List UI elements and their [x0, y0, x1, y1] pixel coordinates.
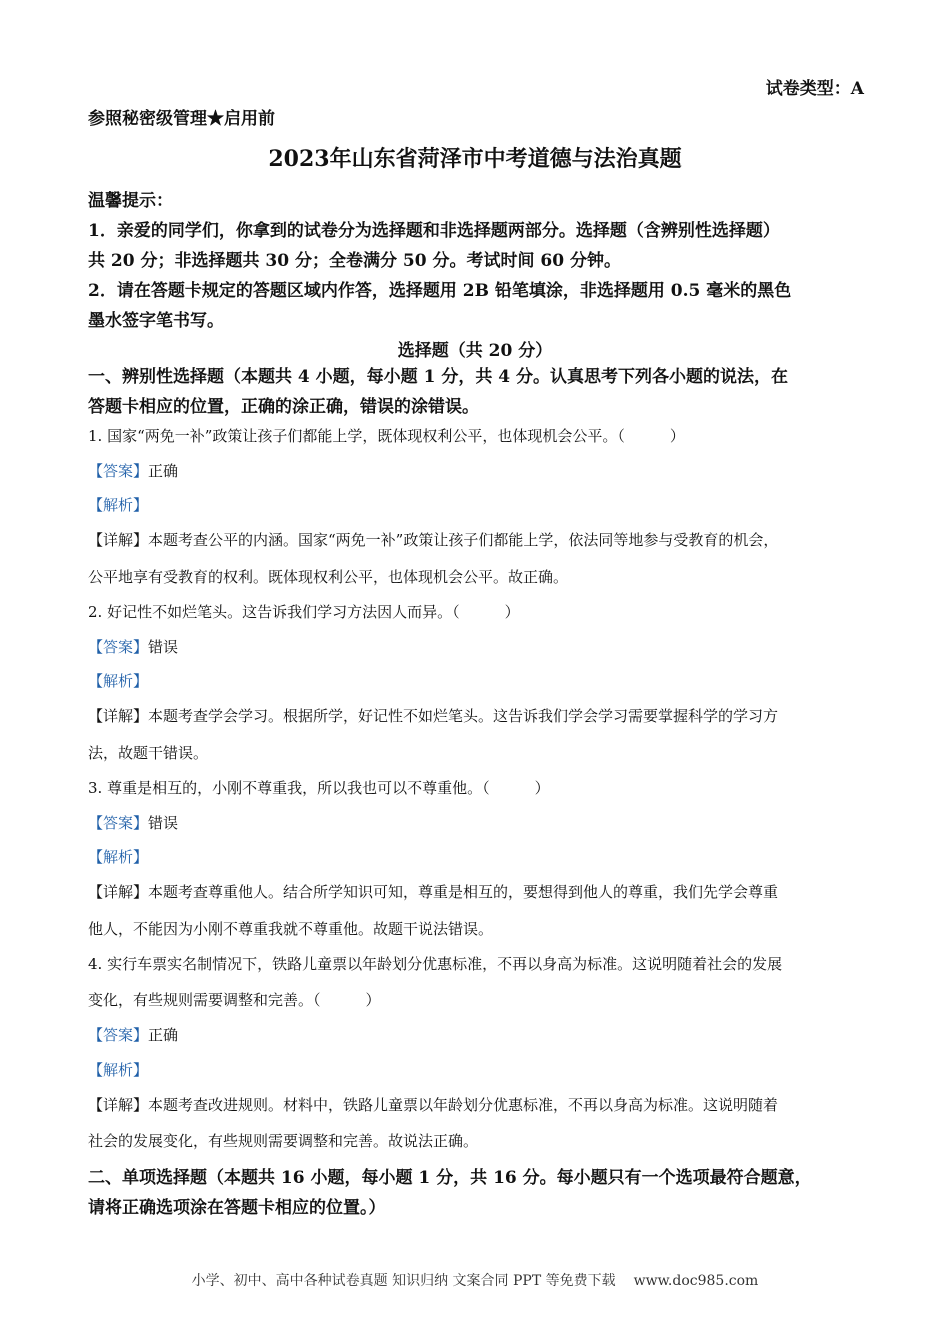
section2-line: 请将正确选项涂在答题卡相应的位置。） — [88, 1198, 386, 1218]
answer-label: 【答案】 — [88, 1026, 149, 1044]
footer-text: 小学、初中、高中各种试卷真题 知识归纳 文案合同 PPT 等免费下载 — [191, 1273, 616, 1289]
analysis-label: 【解析】 — [88, 672, 149, 690]
section2-line: 二、单项选择题（本题共 16 小题，每小题 1 分，共 16 分。每小题只有一个选项最符合题意， — [88, 1168, 812, 1188]
detail-text: 法，故题干错误。 — [88, 744, 209, 762]
detail-row — [88, 530, 778, 550]
detail-text: 本题考查公平的内涵。国家“两免一补”政策让孩子们都能上学，依法同等地参与受教育的机会， — [148, 531, 779, 549]
question-1: 1. 国家“两免一补”政策让孩子们都能上学，既体现权利公平，也体现机会公平。（ ） — [88, 427, 685, 445]
analysis-label: 【解析】 — [88, 496, 149, 514]
analysis-label: 【解析】 — [88, 848, 149, 866]
tips-line: 1．亲爱的同学们，你拿到的试卷分为选择题和非选择题两部分。选择题（含辨别性选择题） — [88, 221, 780, 241]
answer-value: 正确 — [148, 462, 179, 480]
detail-row — [88, 1095, 778, 1115]
answer-value: 正确 — [148, 1026, 179, 1044]
detail-row — [88, 706, 778, 726]
detail-label: 【详解】 — [88, 707, 149, 725]
secrecy-level: 参照秘密级管理★启用前 — [88, 109, 275, 129]
answer-row — [88, 637, 178, 657]
question-2: 2. 好记性不如烂笔头。这告诉我们学习方法因人而异。（ ） — [88, 603, 520, 621]
detail-text: 本题考查学会学习。根据所学，好记性不如烂笔头。这告诉我们学会学习需要掌握科学的学习方 — [148, 707, 779, 725]
detail-text: 他人，不能因为小刚不尊重我就不尊重他。故题干说法错误。 — [88, 920, 494, 938]
tips-block — [88, 186, 868, 336]
detail-text: 本题考查改进规则。材料中，铁路儿童票以年龄划分优惠标准，不再以身高为标准。这说明随着 — [148, 1096, 779, 1114]
footer — [0, 1270, 950, 1290]
detail-label: 【详解】 — [88, 531, 149, 549]
paper-type: 试卷类型：A — [765, 79, 864, 99]
detail-text: 公平地享有受教育的权利。既体现权利公平，也体现机会公平。故正确。 — [88, 568, 569, 586]
answer-label: 【答案】 — [88, 638, 149, 656]
answer-value: 错误 — [148, 814, 179, 832]
section1-line: 一、辨别性选择题（本题共 4 小题，每小题 1 分，共 4 分。认真思考下列各小题的说法，在 — [88, 367, 788, 387]
footer-url[interactable]: www.doc985.com — [633, 1273, 759, 1289]
tips-heading: 温馨提示： — [88, 191, 173, 211]
detail-text: 社会的发展变化，有些规则需要调整和完善。故说法正确。 — [88, 1132, 479, 1150]
detail-label: 【详解】 — [88, 883, 149, 901]
tips-line: 共 20 分；非选择题共 30 分；全卷满分 50 分。考试时间 60 分钟。 — [88, 251, 621, 271]
page-title: 2023年山东省菏泽市中考道德与法治真题 — [268, 146, 682, 172]
analysis-label: 【解析】 — [88, 1061, 149, 1079]
answer-row — [88, 461, 178, 481]
question-4-cont: 变化，有些规则需要调整和完善。（ ） — [88, 991, 381, 1009]
section2-heading — [88, 1163, 812, 1223]
detail-label: 【详解】 — [88, 1096, 149, 1114]
tips-line: 墨水签字笔书写。 — [88, 311, 224, 331]
detail-row — [88, 882, 778, 902]
detail-text: 本题考查尊重他人。结合所学知识可知，尊重是相互的，要想得到他人的尊重，我们先学会尊重 — [148, 883, 779, 901]
answer-label: 【答案】 — [88, 462, 149, 480]
tips-line: 2．请在答题卡规定的答题区域内作答，选择题用 2B 铅笔填涂，非选择题用 0.5 毫米的黑色 — [88, 281, 792, 301]
question-3: 3. 尊重是相互的，小刚不尊重我，所以我也可以不尊重他。（ ） — [88, 779, 550, 797]
answer-row — [88, 1025, 178, 1045]
section1-line: 答题卡相应的位置，正确的涂正确，错误的涂错误。 — [88, 397, 479, 417]
answer-value: 错误 — [148, 638, 179, 656]
section1-heading — [88, 362, 788, 422]
section-heading: 选择题（共 20 分） — [397, 341, 553, 361]
question-4: 4. 实行车票实名制情况下，铁路儿童票以年龄划分优惠标准，不再以身高为标准。这说明随着社会的发展 — [88, 955, 783, 973]
answer-label: 【答案】 — [88, 814, 149, 832]
answer-row — [88, 813, 178, 833]
